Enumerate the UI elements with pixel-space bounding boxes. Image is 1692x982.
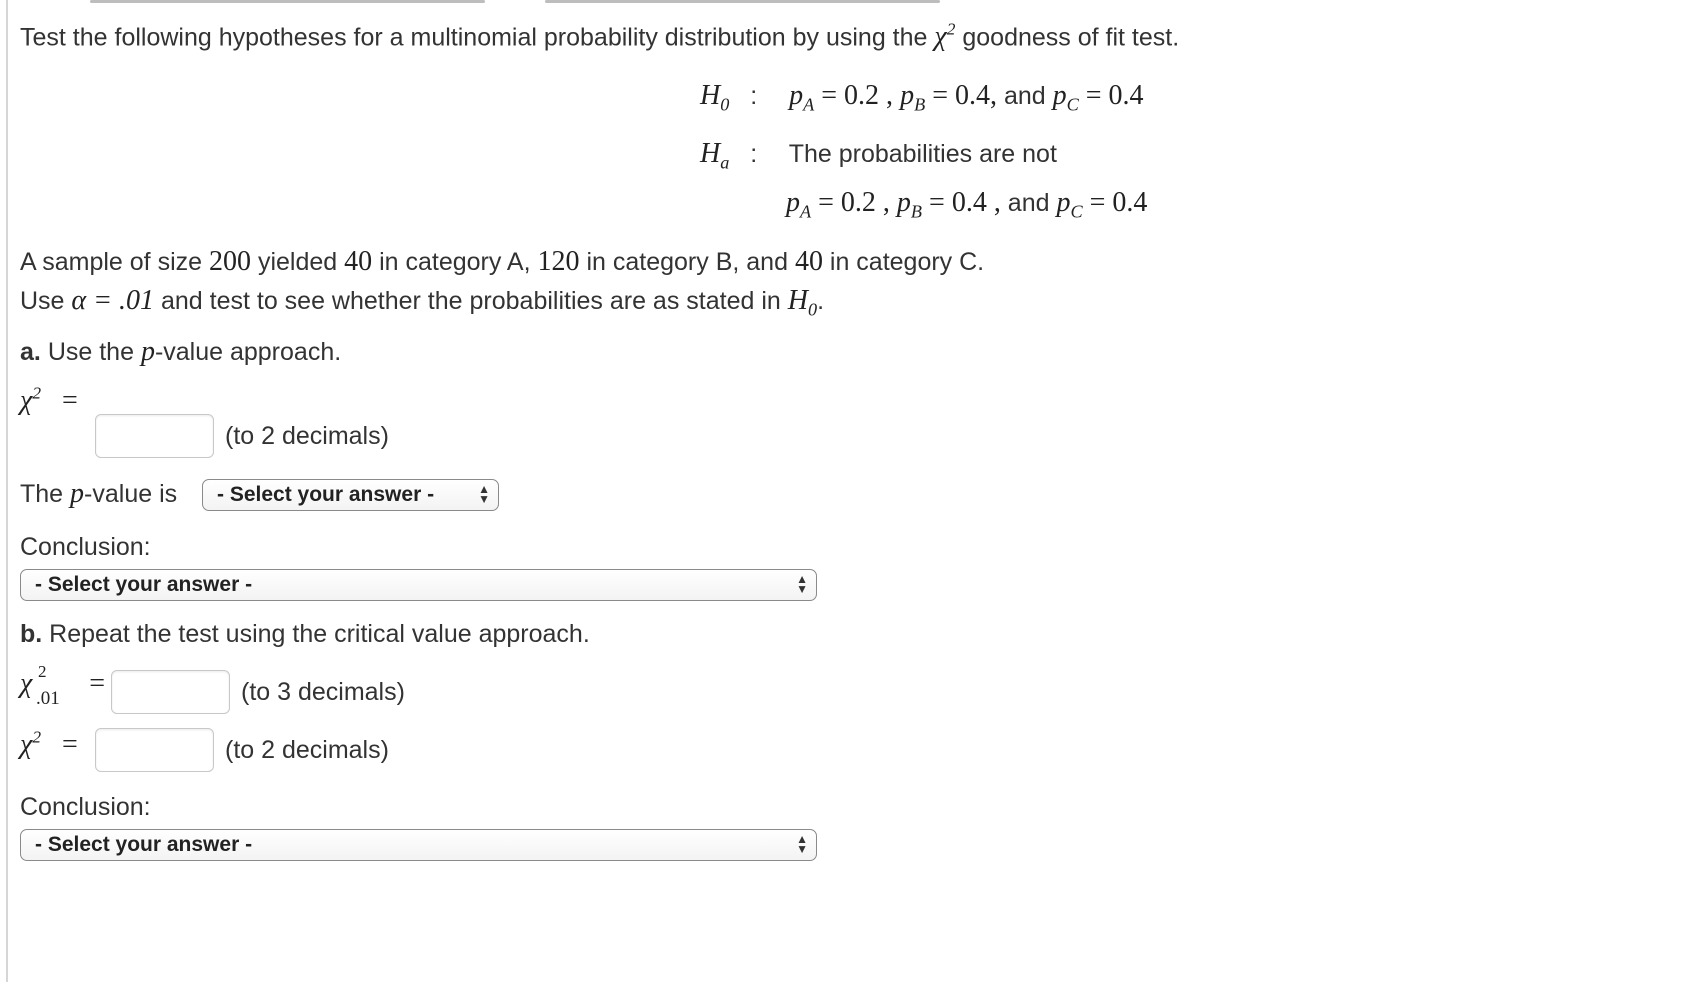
conclusion-a-select[interactable]: - Select your answer - ▲ ▼ <box>20 569 817 601</box>
select-arrows-icon: ▲ ▼ <box>478 482 490 506</box>
ha-label: $H_a$ <box>700 138 730 173</box>
top-divider-left <box>90 0 485 3</box>
alternative-hypothesis-values: $p_A = 0.2$ , $p_B = 0.4$ , and $p_C = 0.4$ <box>786 187 1148 222</box>
p-value-label: The p-value is <box>20 478 178 509</box>
alpha-statement: Use α = .01 and test to see whether the probabilities are as stated in $H_0$. <box>20 285 825 320</box>
page-left-border <box>6 0 8 982</box>
conclusion-a-label: Conclusion: <box>20 533 151 561</box>
h0-label: $H_0$ <box>700 80 730 115</box>
chi-square-input-b[interactable] <box>95 728 214 772</box>
critical-value-hint: (to 3 decimals) <box>241 678 405 706</box>
alternative-hypothesis: $H_a$ : The probabilities are not <box>700 138 1057 173</box>
chi-square-input[interactable] <box>95 414 214 458</box>
select-arrows-icon: ▲ ▼ <box>796 572 808 596</box>
critical-chi-label: χ 2 .01 = <box>20 662 106 709</box>
chi-square-hint-b: (to 2 decimals) <box>225 736 389 764</box>
sample-description: A sample of size 200 yielded 40 in category A, 120 in category B, and 40 in category C. <box>20 246 985 277</box>
chi-square-hint: (to 2 decimals) <box>225 422 389 450</box>
select-arrows-icon: ▲ ▼ <box>796 832 808 856</box>
conclusion-b-label: Conclusion: <box>20 793 151 821</box>
conclusion-b-select[interactable]: - Select your answer - ▲ ▼ <box>20 829 817 861</box>
part-b-chi-label: $\chi^2$ = <box>20 728 78 761</box>
part-a-heading: a. Use the p-value approach. <box>20 336 342 367</box>
p-value-select[interactable]: - Select your answer - ▲ ▼ <box>202 479 499 511</box>
top-divider-right <box>545 0 940 3</box>
chi-symbol: $\chi^2$ <box>934 20 956 53</box>
part-a-chi-label: $\chi^2$ = <box>20 384 78 417</box>
intro-text: Test the following hypotheses for a multinomial probability distribution by using the $\chi^2$ goodness of fit test. <box>20 20 1180 53</box>
null-hypothesis: $H_0$ : $p_A = 0.2$ , $p_B = 0.4$, and $p_C = 0.4$ <box>700 80 1144 115</box>
critical-value-input[interactable] <box>111 670 230 714</box>
part-b-heading: b. Repeat the test using the critical value approach. <box>20 620 590 648</box>
